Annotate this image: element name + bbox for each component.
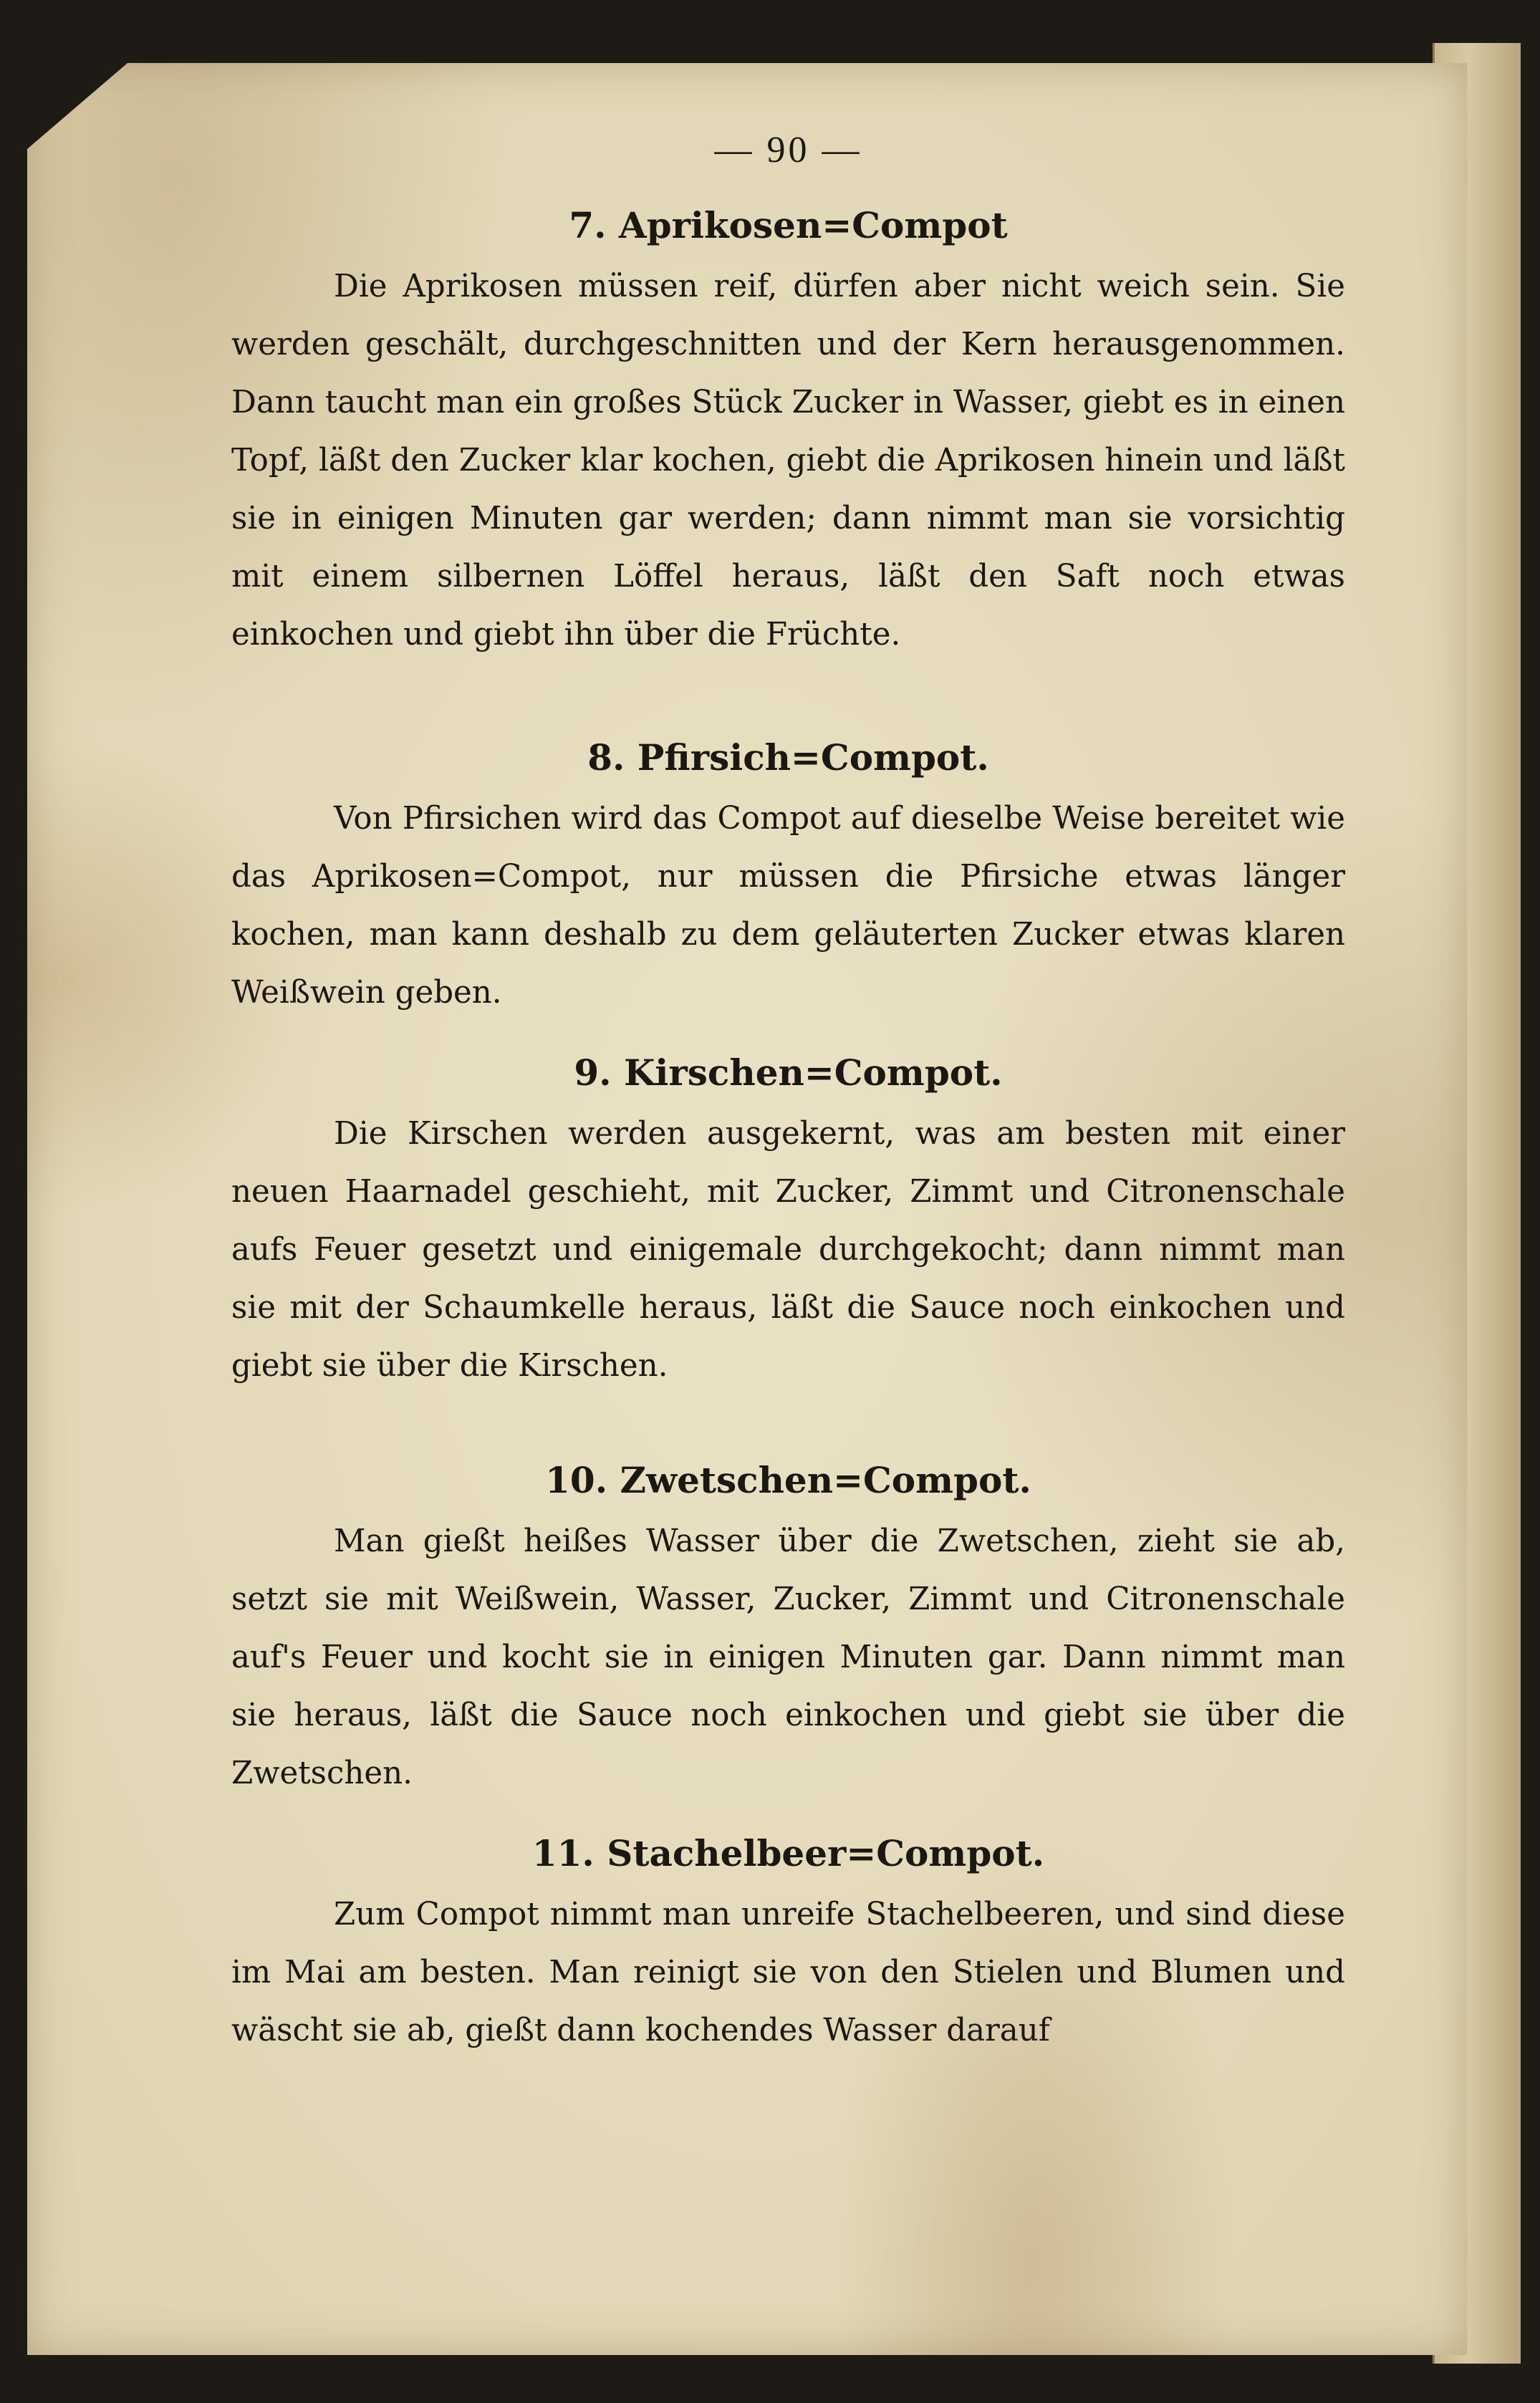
recipe-section-gooseberry (231, 1831, 1345, 2060)
folded-corner (27, 63, 127, 149)
recipe-section-cherry (231, 1051, 1345, 1395)
recipe-text: Zum Compot nimmt man unreife Stachelbeeren, und sind diese im Mai am besten. Man reinigt sie von den Stielen und Blumen und wäscht sie ab, gießt dann kochendes Wasser darauf (231, 1897, 1345, 2048)
section-spacer (231, 1803, 1345, 1831)
recipe-heading: 7. Aprikosen=Compot (569, 204, 1008, 246)
recipe-heading: 10. Zwetschen=Compot. (545, 1459, 1031, 1501)
recipe-heading: 11. Stachelbeer=Compot. (531, 1832, 1045, 1874)
recipe-text: Die Kirschen werden ausgekernt, was am besten mit einer neuen Haarnadel geschieht, mit Zucker, Zimmt und Citronenschale aufs Feuer gesetzt und einigemale durchgekocht; dann nimmt man sie mit der Schaumkelle heraus, läßt die Sauce noch einkochen und giebt sie über die Kirschen. (231, 1116, 1345, 1384)
section-spacer (231, 664, 1345, 736)
recipe-section-plum (231, 1458, 1345, 1803)
recipe-section-apricot (231, 203, 1345, 664)
recipe-heading: 9. Kirschen=Compot. (574, 1051, 1003, 1094)
recipe-text: Die Aprikosen müssen reif, dürfen aber nicht weich sein. Sie werden geschält, durchgeschnitten und der Kern herausgenommen. Dann taucht man ein großes Stück Zucker in Wasser, giebt es in einen Topf, läßt den Zucker klar kochen, giebt die Aprikosen hinein und läßt sie in einigen Minuten gar werden; dann nimmt man sie vorsichtig mit einem silbernen Löffel heraus, läßt den Saft noch etwas einkochen und giebt ihn über die Früchte. (231, 269, 1345, 652)
recipe-text: Man gießt heißes Wasser über die Zwetschen, zieht sie ab, setzt sie mit Weißwein, Wasser, Zucker, Zimmt und Citronenschale auf's Feuer und kocht sie in einigen Minuten gar. Dann nimmt man sie heraus, läßt die Sauce noch einkochen und giebt sie über die Zwetschen. (231, 1523, 1345, 1791)
recipe-text: Von Pfirsichen wird das Compot auf dieselbe Weise bereitet wie das Aprikosen=Compot, nur müssen die Pfirsiche etwas länger kochen, man kann deshalb zu dem geläuterten Zucker etwas klaren Weißwein geben. (231, 801, 1345, 1011)
recipe-heading: 8. Pfirsich=Compot. (587, 736, 989, 779)
recipe-section-peach (231, 736, 1345, 1022)
section-spacer (231, 1395, 1345, 1458)
section-spacer (231, 1022, 1345, 1051)
page-number: — 90 — (714, 130, 862, 170)
page-content (231, 129, 1345, 2060)
